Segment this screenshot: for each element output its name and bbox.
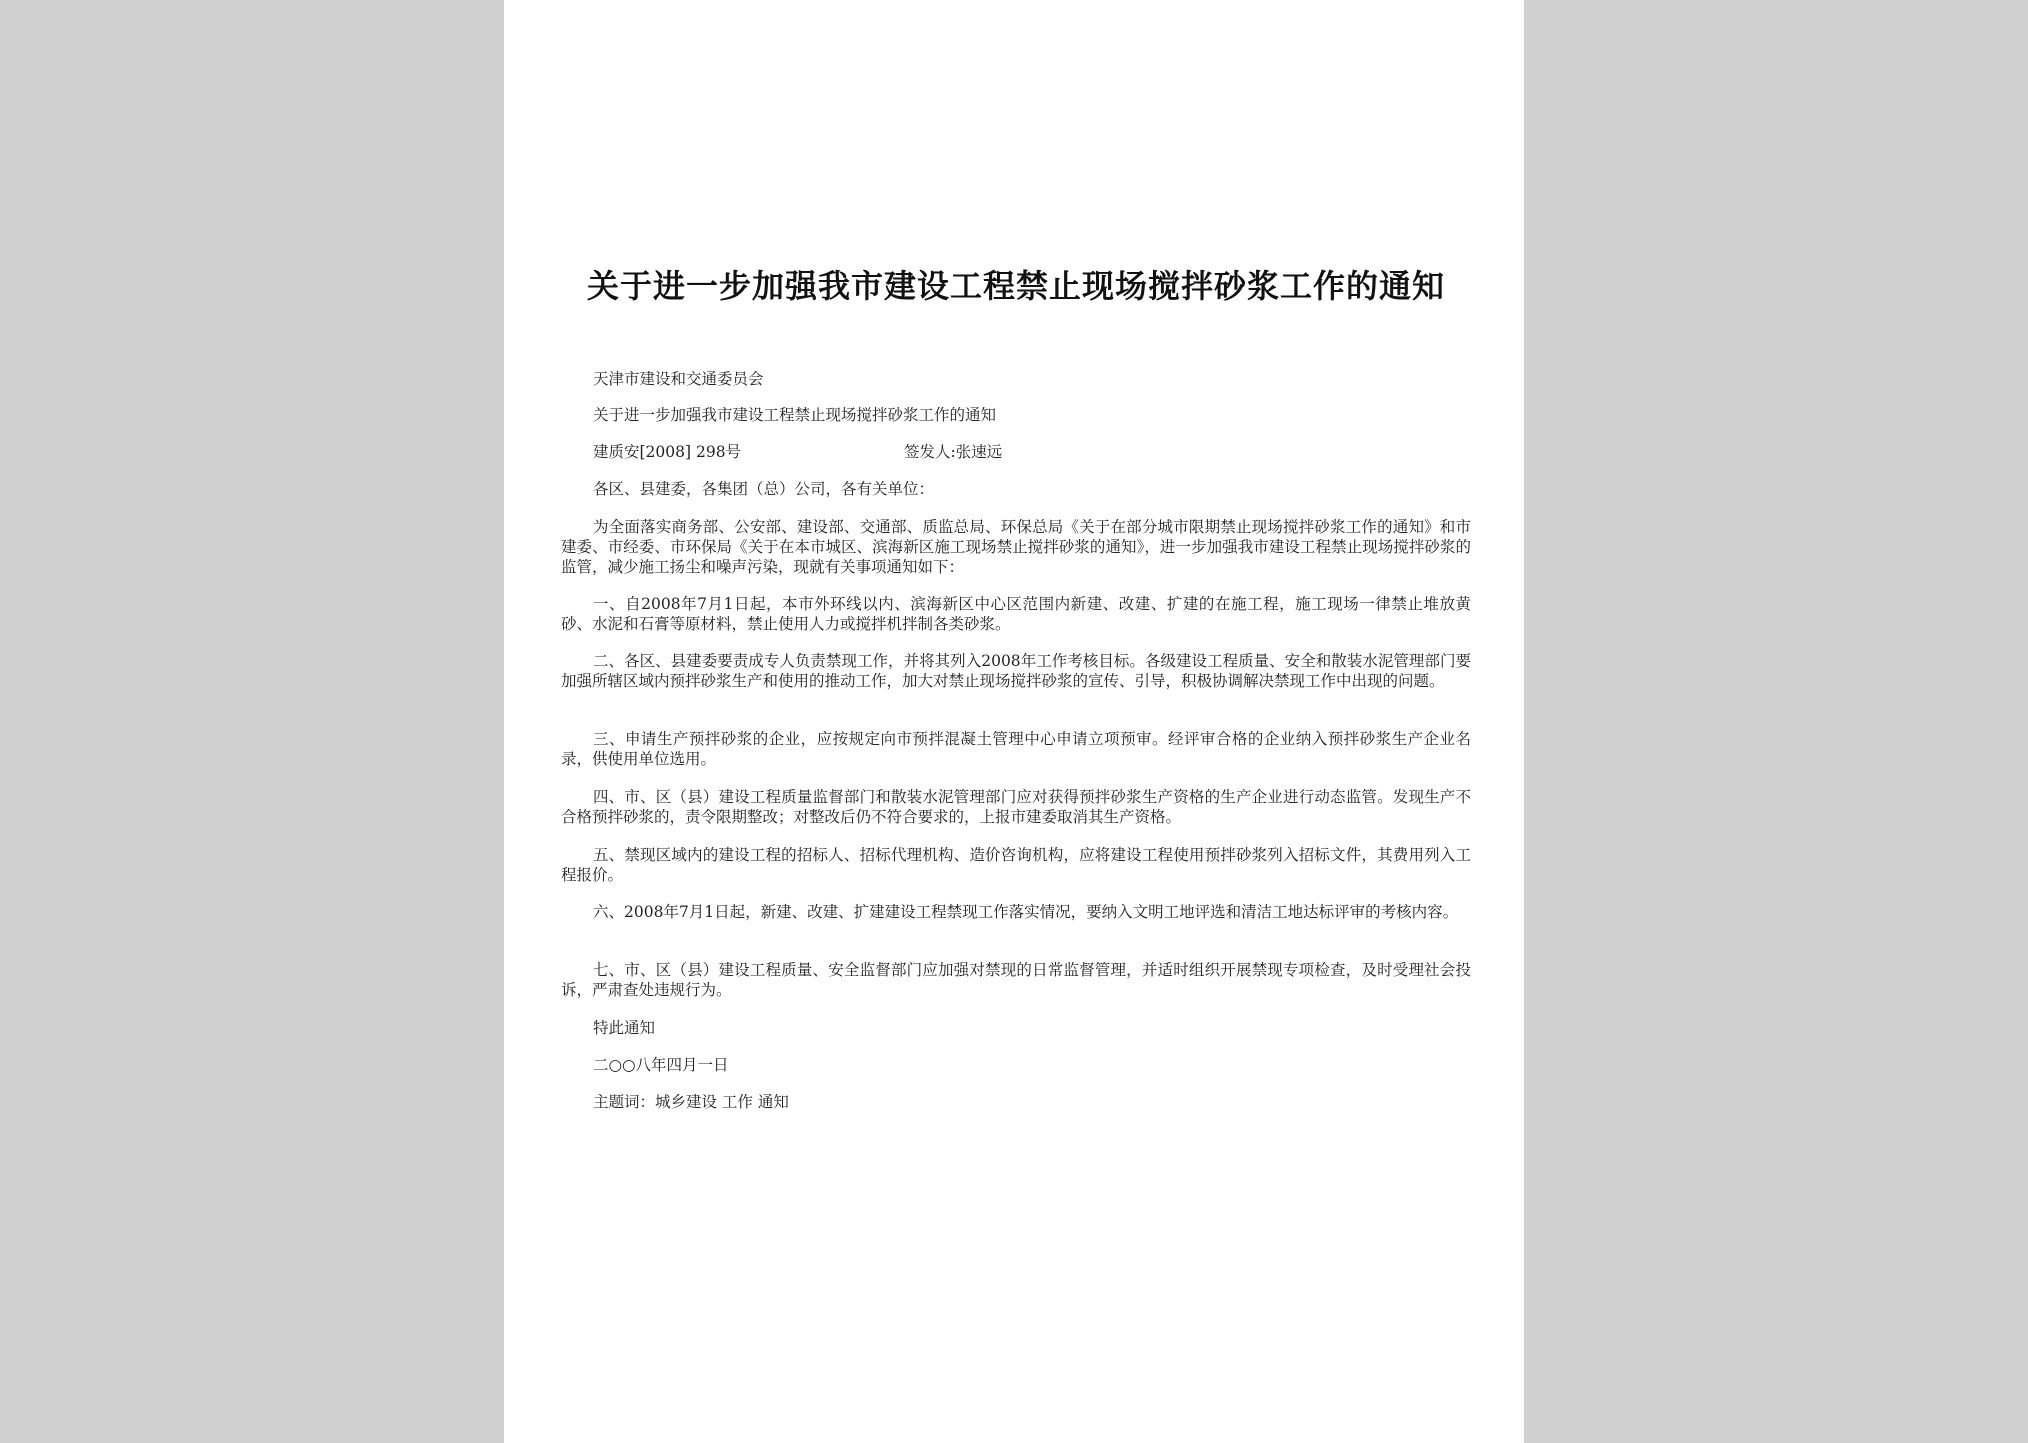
paragraph-item-7: 七、市、区（县）建设工程质量、安全监督部门应加强对禁现的日常监督管理，并适时组织开展禁现专项检查，及时受理社会投诉，严肃查处违规行为。: [561, 961, 1471, 999]
signer: 签发人:张速远: [904, 443, 1003, 461]
document-date: 二○○八年四月一日: [593, 1056, 729, 1074]
paragraph-intro: 为全面落实商务部、公安部、建设部、交通部、质监总局、环保总局《关于在部分城市限期禁止现场搅拌砂浆工作的通知》和市建委、市经委、市环保局《关于在本市城区、滨海新区施工现场禁止搅拌砂浆的通知》，进一步加强我市建设工程禁止现场搅拌砂浆的监管，减少施工扬尘和噪声污染，现就有关事项通知如下：: [561, 518, 1471, 576]
issuer: 天津市建设和交通委员会: [593, 370, 764, 388]
paragraph-item-4: 四、市、区（县）建设工程质量监督部门和散装水泥管理部门应对获得预拌砂浆生产资格的生产企业进行动态监管。发现生产不合格预拌砂浆的，责令限期整改；对整改后仍不符合要求的，上报市建委取消其生产资格。: [561, 788, 1471, 826]
paragraph-item-2: 二、各区、县建委要责成专人负责禁现工作，并将其列入2008年工作考核目标。各级建设工程质量、安全和散装水泥管理部门要加强所辖区域内预拌砂浆生产和使用的推动工作，加大对禁止现场搅拌砂浆的宣传、引导，积极协调解决禁现工作中出现的问题。: [561, 652, 1471, 690]
document-subtitle: 关于进一步加强我市建设工程禁止现场搅拌砂浆工作的通知: [593, 406, 997, 424]
paragraph-item-3: 三、申请生产预拌砂浆的企业，应按规定向市预拌混凝土管理中心申请立项预审。经评审合格的企业纳入预拌砂浆生产企业名录，供使用单位选用。: [561, 730, 1471, 768]
keywords: 主题词：城乡建设 工作 通知: [593, 1093, 789, 1111]
paragraph-item-6: 六、2008年7月1日起，新建、改建、扩建建设工程禁现工作落实情况，要纳入文明工地评选和清洁工地达标评审的考核内容。: [593, 903, 1459, 921]
paragraph-item-5: 五、禁现区域内的建设工程的招标人、招标代理机构、造价咨询机构，应将建设工程使用预拌砂浆列入招标文件，其费用列入工程报价。: [561, 846, 1471, 884]
document-page: [504, 0, 1524, 1443]
document-title: 关于进一步加强我市建设工程禁止现场搅拌砂浆工作的通知: [586, 267, 1445, 305]
paragraph-item-1: 一、自2008年7月1日起，本市外环线以内、滨海新区中心区范围内新建、改建、扩建的在施工程，施工现场一律禁止堆放黄砂、水泥和石膏等原材料，禁止使用人力或搅拌机拌制各类砂浆。: [561, 595, 1471, 633]
closing: 特此通知: [593, 1019, 656, 1037]
document-number: 建质安[2008] 298号: [593, 443, 742, 461]
salutation: 各区、县建委，各集团（总）公司，各有关单位：: [593, 480, 935, 498]
